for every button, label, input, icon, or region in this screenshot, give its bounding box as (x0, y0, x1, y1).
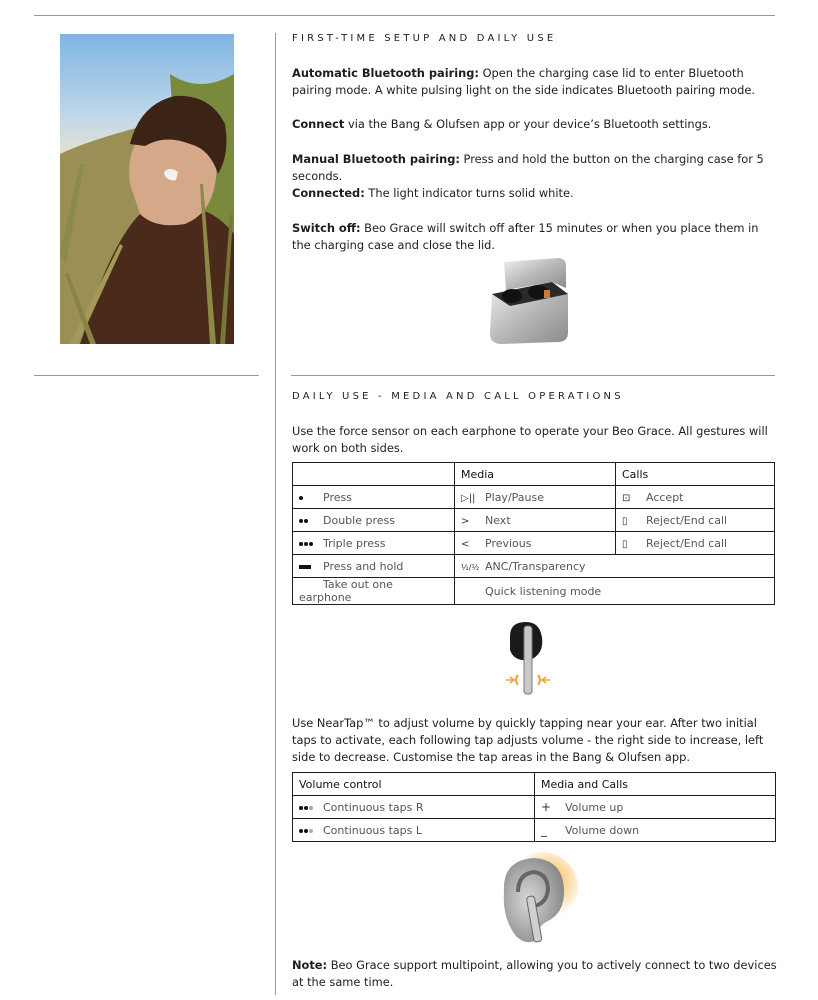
top-divider (34, 15, 775, 16)
table-row: Continuous taps L _ Volume down (293, 819, 776, 842)
left-column-divider (34, 375, 259, 376)
setup-heading: FIRST-TIME SETUP AND DAILY USE (292, 33, 557, 44)
note-paragraph: Note: Beo Grace support multipoint, allowing you to actively connect to two devices at the same time. (292, 958, 777, 989)
calls-column-header: Calls (616, 463, 775, 486)
force-sensor-earphone-image (500, 620, 556, 696)
connected-paragraph: Connected: The light indicator turns solid white. (292, 186, 574, 200)
phone-accept-icon: ⊡ (622, 492, 631, 504)
phone-reject-icon: ▯ (622, 515, 628, 527)
lifestyle-photo (60, 34, 234, 344)
anc-transparency-icon: ½/½ (461, 562, 480, 572)
table-row: Continuous taps R + Volume up (293, 796, 776, 819)
table-row: Triple press < Previous ▯ Reject/End call (293, 532, 775, 555)
table-header-row (293, 463, 775, 486)
next-icon: > (461, 515, 470, 527)
connect-label: Connect (292, 117, 345, 131)
manual-pairing-paragraph: Manual Bluetooth pairing: Press and hold the button on the charging case for 5 seconds. (292, 152, 764, 183)
double-dot-icon (299, 514, 323, 527)
auto-pairing-paragraph: Automatic Bluetooth pairing: Open the charging case lid to enter Bluetooth pairing mode. A white pulsing light on the side indicates Bluetooth pairing mode. (292, 66, 755, 97)
charging-case-image (484, 254, 576, 346)
volume-control-header: Volume control (293, 773, 535, 796)
table-row: Double press > Next ▯ Reject/End call (293, 509, 775, 532)
minus-icon: _ (541, 823, 547, 837)
daily-use-intro: Use the force sensor on each earphone to operate your Beo Grace. All gestures will work on both sides. (292, 424, 768, 455)
single-dot-icon (299, 491, 323, 504)
daily-use-heading: DAILY USE - MEDIA AND CALL OPERATIONS (292, 391, 624, 402)
connected-label: Connected: (292, 186, 365, 200)
triple-dot-icon (299, 537, 323, 550)
previous-icon: < (461, 538, 470, 550)
media-calls-header: Media and Calls (535, 773, 776, 796)
switch-off-paragraph: Switch off: Beo Grace will switch off after 15 minutes or when you place them in the charging case and close the lid. (292, 221, 759, 252)
note-label: Note: (292, 958, 328, 972)
column-divider (275, 33, 276, 995)
section-divider (291, 375, 775, 376)
connect-paragraph: Connect via the Bang & Olufsen app or your device’s Bluetooth settings. (292, 117, 712, 131)
neartap-paragraph: Use NearTap™ to adjust volume by quickly tapping near your ear. After two initial taps to activate, each following tap adjusts volume - the right side to increase, left side to decrease. Customise the tap areas in the Bang & Olufsen app. (292, 716, 764, 764)
gesture-table (292, 462, 775, 605)
table-row: Press and hold ½/½ ANC/Transparency (293, 555, 775, 578)
table-row: Press ▷|| Play/Pause ⊡ Accept (293, 486, 775, 509)
auto-pairing-label: Automatic Bluetooth pairing: (292, 66, 479, 80)
volume-table (292, 772, 776, 842)
neartap-ear-image (486, 852, 580, 948)
plus-icon: + (541, 800, 552, 814)
table-row: Take out one earphone Quick listening mode (293, 578, 775, 605)
continuous-taps-icon (299, 801, 323, 814)
phone-reject-icon: ▯ (622, 538, 628, 550)
play-pause-icon: ▷|| (461, 492, 476, 504)
switch-off-label: Switch off: (292, 221, 361, 235)
media-column-header: Media (455, 463, 616, 486)
continuous-taps-icon (299, 824, 323, 837)
hold-bar-icon (299, 560, 323, 573)
table-header-row (293, 773, 776, 796)
manual-pairing-label: Manual Bluetooth pairing: (292, 152, 460, 166)
